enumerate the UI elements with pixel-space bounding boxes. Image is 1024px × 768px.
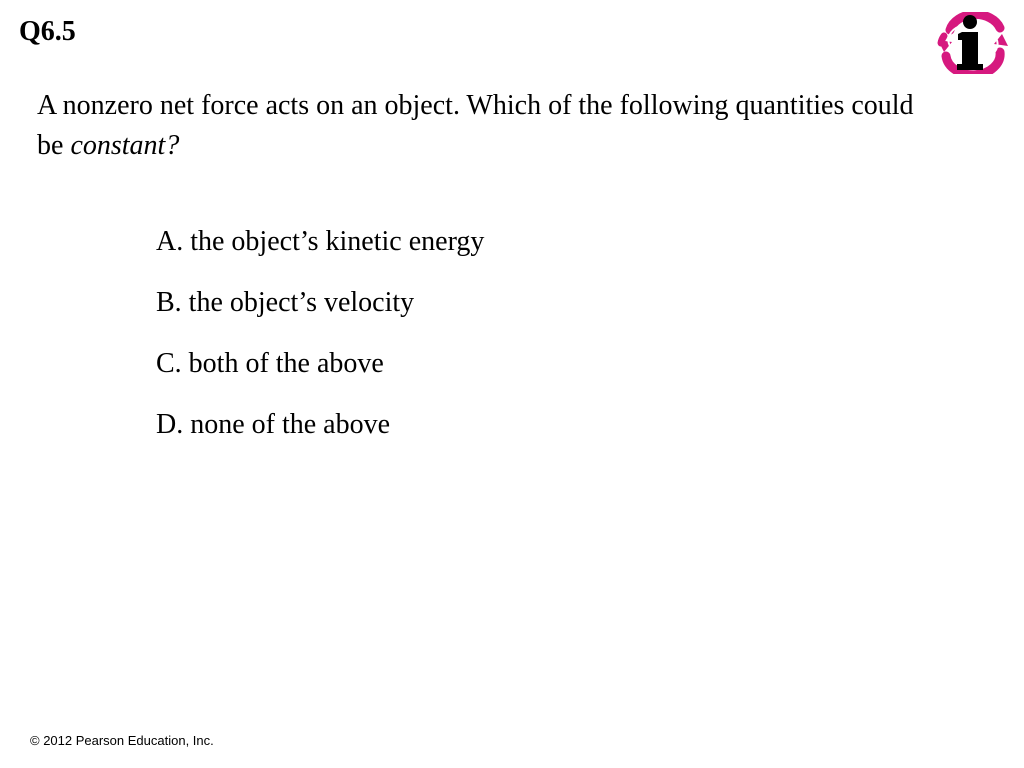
question-emphasis: constant? (70, 130, 180, 161)
slide-id: Q6.5 (19, 16, 76, 47)
choice-c: C. both of the above (156, 348, 384, 379)
clicker-info-icon (936, 12, 1010, 74)
choice-b: B. the object’s velocity (156, 287, 415, 318)
choice-a: A. the object’s kinetic energy (156, 226, 485, 257)
copyright-notice: © 2012 Pearson Education, Inc. (30, 733, 214, 748)
question-body: A nonzero net force acts on an object. Which of the following quantities could be (37, 90, 914, 161)
choice-d: D. none of the above (156, 409, 391, 440)
answer-choices (156, 222, 484, 466)
question-text (37, 86, 937, 166)
